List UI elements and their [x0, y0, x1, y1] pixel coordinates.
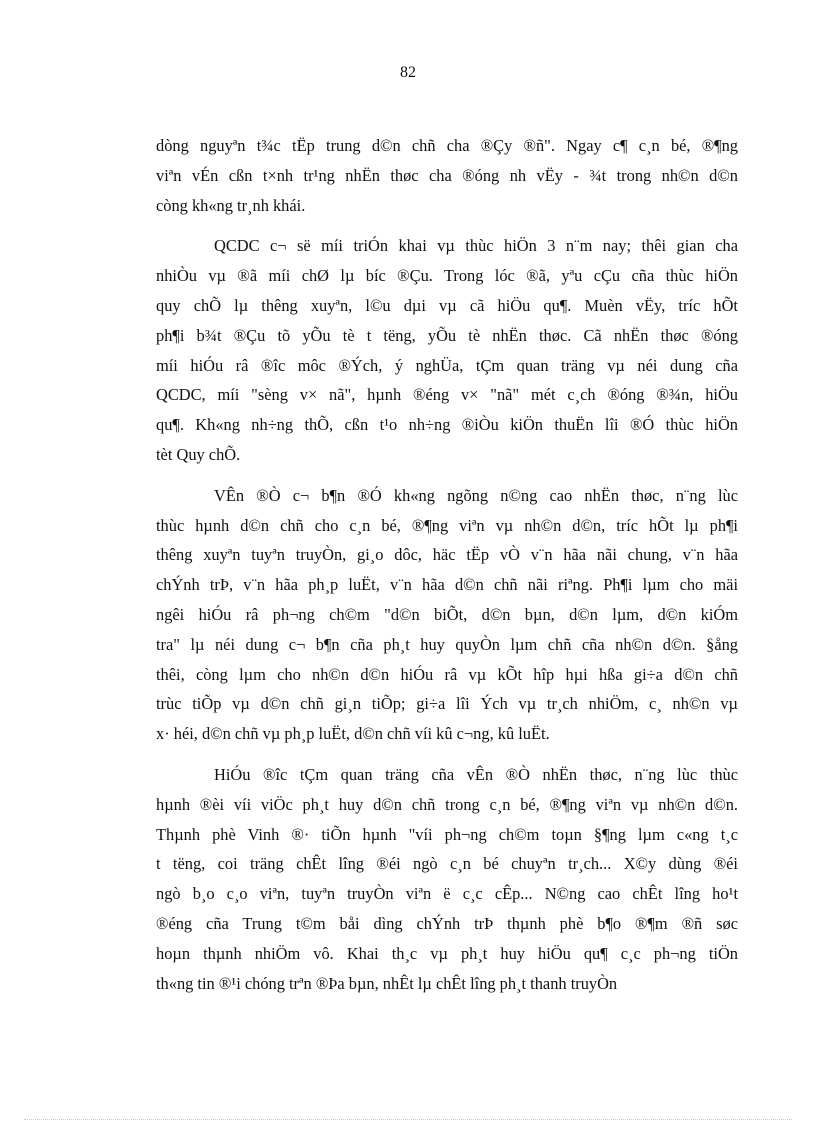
text-line — [156, 849, 738, 879]
text-line — [156, 719, 738, 749]
text-line-content: thêng xuyªn tuyªn truyÒn, gi¸o dôc, häc tËp vÒ v¨n hãa nãi chung, v¨n hãa — [156, 545, 738, 565]
page-bottom-divider — [24, 1119, 792, 1120]
text-line — [156, 790, 738, 820]
text-line — [156, 540, 738, 570]
text-line-content: VÊn ®Ò c¬ b¶n ®Ó kh«ng ngõng n©ng cao nhËn thøc, n¨ng lùc — [214, 485, 738, 505]
paragraph — [156, 481, 738, 749]
text-line — [156, 291, 738, 321]
text-line-content: ngêi hiÓu râ ph¬ng ch©m "d©n biÕt, d©n bµn, d©n lµm, d©n kiÓm — [156, 604, 738, 624]
text-line-content: thùc hµnh d©n chñ cho c¸n bé, ®¶ng viªn vµ nh©n d©n, tríc hÕt lµ ph¶i — [156, 515, 738, 535]
text-line-content: hoµn thµnh nhiÖm vô. Khai th¸c vµ ph¸t huy hiÖu qu¶ c¸c ph¬ng tiÖn — [156, 943, 738, 963]
page-number: 82 — [400, 64, 416, 81]
text-line-content: còng kh«ng tr¸nh khái. — [156, 195, 306, 215]
text-line — [156, 630, 738, 660]
text-line-content: QCDC, míi "sèng v× nã", hµnh ®éng v× "nã" mét c¸ch ®óng ®¾n, hiÖu — [156, 385, 738, 405]
paragraph — [156, 131, 738, 220]
text-line — [156, 570, 738, 600]
paragraph — [156, 231, 738, 469]
text-line — [156, 321, 738, 351]
text-line-content: t tëng, coi träng chÊt lîng ®éi ngò c¸n bé chuyªn tr¸ch... X©y dùng ®éi — [156, 854, 738, 874]
text-line — [156, 191, 738, 221]
text-line — [156, 939, 738, 969]
text-line-content: th«ng tin ®¹i chóng trªn ®Þa bµn, nhÊt lµ chÊt lîng ph¸t thanh truyÒn — [156, 973, 618, 993]
body-text — [156, 131, 738, 1009]
text-line-content: míi hiÓu râ ®îc môc ®Ých, ý nghÜa, tÇm quan träng vµ néi dung cña — [156, 355, 738, 375]
text-line-content: ngò b¸o c¸o viªn, tuyªn truyÒn viªn ë c¸c cÊp... N©ng cao chÊt lîng ho¹t — [156, 884, 738, 904]
text-line-content: trùc tiÕp vµ d©n chñ gi¸n tiÕp; gi÷a lîi Ých vµ tr¸ch nhiÖm, c¸ nh©n vµ — [156, 694, 738, 714]
text-line-content: viªn vÉn cßn t×nh tr¹ng nhËn thøc cha ®óng nh vËy - ¾t trong nh©n d©n — [156, 165, 738, 185]
paragraph — [156, 760, 738, 998]
text-line-content: tra" lµ néi dung c¬ b¶n cña ph¸t huy quyÒn lµm chñ cña nh©n d©n. §ång — [156, 634, 738, 654]
text-line — [156, 410, 738, 440]
text-line — [156, 161, 738, 191]
text-line — [156, 131, 738, 161]
text-line-content: QCDC c¬ së míi triÓn khai vµ thùc hiÖn 3 n¨m nay; thêi gian cha — [214, 236, 738, 256]
text-line — [156, 689, 738, 719]
text-line-content: thêi, còng lµm cho nh©n d©n hiÓu râ vµ kÕt hîp hµi hßa gi÷a d©n chñ — [156, 664, 738, 684]
text-line — [156, 261, 738, 291]
text-line-content: hµnh ®èi víi viÖc ph¸t huy d©n chñ trong c¸n bé, ®¶ng viªn vµ nh©n d©n. — [156, 794, 738, 814]
text-line — [156, 600, 738, 630]
text-line — [156, 879, 738, 909]
text-line-content: qu¶. Kh«ng nh÷ng thÕ, cßn t¹o nh÷ng ®iÒu kiÖn thuËn lîi ®Ó thùc hiÖn — [156, 415, 738, 435]
text-line-content: HiÓu ®îc tÇm quan träng cña vÊn ®Ò nhËn thøc, n¨ng lùc thùc — [214, 764, 738, 784]
text-line — [156, 231, 738, 261]
text-line — [156, 481, 738, 511]
text-line-content: Thµnh phè Vinh ®· tiÕn hµnh "víi ph¬ng ch©m toµn §¶ng lµm c«ng t¸c — [156, 824, 738, 844]
text-line — [156, 440, 738, 470]
text-line — [156, 969, 738, 999]
text-line-content: ®éng cña Trung t©m båi dìng chÝnh trÞ thµnh phè b¶o ®¶m ®ñ søc — [156, 913, 738, 933]
text-line-content: nhiÒu vµ ®ã míi chØ lµ bíc ®Çu. Trong lóc ®ã, yªu cÇu cña thùc hiÖn — [156, 266, 738, 286]
text-line-content: x· héi, d©n chñ vµ ph¸p luËt, d©n chñ víi kû c¬ng, kû luËt. — [156, 724, 550, 744]
text-line-content: quy chÕ lµ thêng xuyªn, l©u dµi vµ cã hiÖu qu¶. Muèn vËy, tríc hÕt — [156, 295, 738, 315]
text-line-content: chÝnh trÞ, v¨n hãa ph¸p luËt, v¨n hãa d©n chñ nãi riªng. Ph¶i lµm cho mäi — [156, 575, 738, 595]
text-line — [156, 660, 738, 690]
text-line-content: dòng nguyªn t¾c tËp trung d©n chñ cha ®Çy ®ñ". Ngay c¶ c¸n bé, ®¶ng — [156, 136, 738, 155]
text-line — [156, 820, 738, 850]
text-line — [156, 351, 738, 381]
text-line-content: tèt Quy chÕ. — [156, 444, 241, 464]
text-line — [156, 760, 738, 790]
text-line — [156, 511, 738, 541]
text-line-content: ph¶i b¾t ®Çu tõ yÕu tè t tëng, yÕu tè nhËn thøc. Cã nhËn thøc ®óng — [156, 325, 738, 345]
text-line — [156, 909, 738, 939]
text-line — [156, 380, 738, 410]
